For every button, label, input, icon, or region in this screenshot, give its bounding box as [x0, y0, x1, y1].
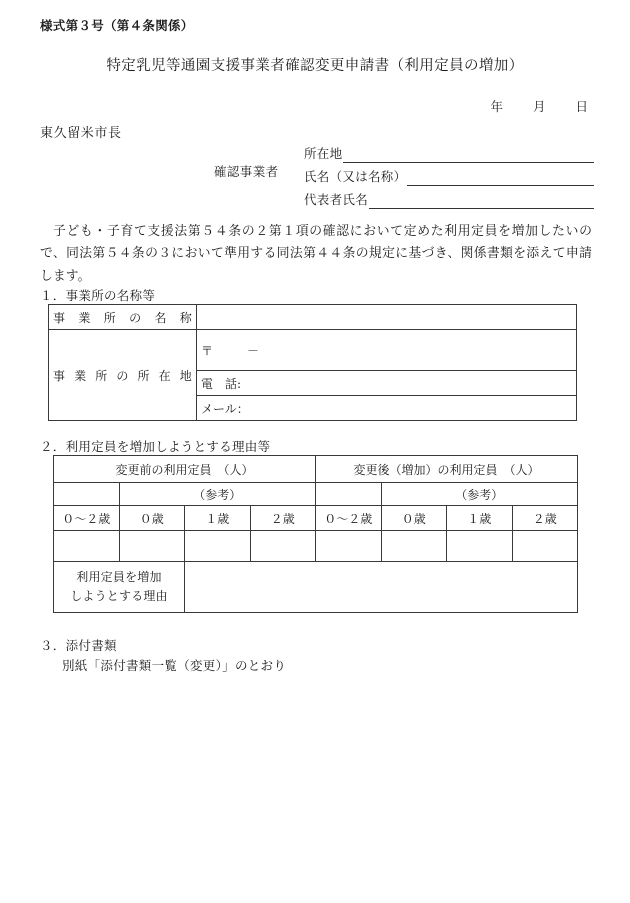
- section3-heading: ３．添付書類: [40, 638, 117, 653]
- applicant-fields: [304, 140, 594, 209]
- office-name-label: 事業所の名称: [49, 305, 197, 330]
- applicant-name-input[interactable]: [407, 169, 594, 186]
- capacity-age-col-0-before: ０歳: [119, 506, 185, 531]
- table-row: [54, 531, 578, 562]
- capacity-group-before: 変更前の利用定員 （人）: [54, 456, 316, 483]
- office-address-label: 事業所の所在地: [49, 330, 197, 421]
- capacity-value-2-before[interactable]: [250, 531, 316, 562]
- capacity-ref-spacer-after: [316, 483, 382, 506]
- date-year-label: 年: [490, 99, 503, 114]
- postal-dash: －: [247, 343, 260, 358]
- form-number: 様式第３号（第４条関係）: [40, 18, 194, 33]
- capacity-value-0-after[interactable]: [381, 531, 447, 562]
- capacity-reference-after: （参考）: [381, 483, 578, 506]
- capacity-value-2-after[interactable]: [512, 531, 578, 562]
- office-postal-value[interactable]: [197, 330, 577, 371]
- capacity-age-col-2-before: ２歳: [250, 506, 316, 531]
- date-day-label: 日: [575, 99, 588, 114]
- applicant-label: 確認事業者: [214, 164, 279, 179]
- table-row: [49, 330, 577, 371]
- applicant-field-name: [304, 163, 594, 186]
- capacity-reason-label: [54, 562, 185, 613]
- applicant-field-address: [304, 140, 594, 163]
- office-tel-cell[interactable]: [197, 371, 577, 396]
- page-title: 特定乳児等通園支援事業者確認変更申請書（利用定員の増加）: [106, 58, 524, 74]
- table-row: [49, 305, 577, 330]
- section3-text: 別紙「添付書類一覧（変更）」のとおり: [62, 658, 287, 673]
- capacity-value-1-before[interactable]: [185, 531, 251, 562]
- capacity-value-0-2-before[interactable]: [54, 531, 120, 562]
- applicant-address-input[interactable]: [343, 146, 594, 163]
- applicant-representative-input[interactable]: [369, 192, 594, 209]
- office-info-table: [48, 304, 577, 421]
- date-line: [490, 97, 588, 115]
- capacity-ref-spacer-before: [54, 483, 120, 506]
- capacity-value-0-before[interactable]: [119, 531, 185, 562]
- capacity-reason-label-line2: しようとする理由: [70, 589, 168, 603]
- applicant-address-label: 所在地: [304, 146, 343, 161]
- date-month-label: 月: [532, 99, 546, 114]
- capacity-age-col-1-after: １歳: [447, 506, 513, 531]
- office-tel-label: 電 話:: [201, 376, 242, 391]
- postal-mark-icon: 〒: [201, 343, 214, 358]
- addressee: 東久留米市長: [40, 126, 122, 141]
- section1-heading: １．事業所の名称等: [40, 288, 156, 303]
- office-mail-cell[interactable]: [197, 396, 577, 421]
- office-mail-label: メール：: [201, 401, 249, 416]
- capacity-reference-before: （参考）: [119, 483, 316, 506]
- office-name-value[interactable]: [197, 305, 577, 330]
- capacity-age-col-1-before: １歳: [185, 506, 251, 531]
- table-row: [54, 562, 578, 613]
- capacity-reason-label-line1: 利用定員を増加: [76, 570, 162, 585]
- capacity-table: [53, 455, 578, 613]
- capacity-age-col-0-after: ０歳: [381, 506, 447, 531]
- capacity-value-0-2-after[interactable]: [316, 531, 382, 562]
- capacity-value-1-after[interactable]: [447, 531, 513, 562]
- applicant-field-representative: [304, 186, 594, 209]
- capacity-age-col-2-after: ２歳: [512, 506, 578, 531]
- capacity-group-after: 変更後（増加）の利用定員 （人）: [316, 456, 578, 483]
- table-row: [54, 483, 578, 506]
- table-row: [54, 456, 578, 483]
- capacity-reason-value[interactable]: [185, 562, 578, 613]
- capacity-age-col-0-2-before: ０〜２歳: [54, 506, 120, 531]
- applicant-representative-label: 代表者氏名: [304, 192, 369, 207]
- capacity-age-col-0-2-after: ０〜２歳: [316, 506, 382, 531]
- applicant-name-label: 氏名（又は名称）: [304, 169, 407, 184]
- table-row: [54, 506, 578, 531]
- section2-heading: ２．利用定員を増加しようとする理由等: [40, 439, 271, 454]
- body-paragraph: 子ども・子育て支援法第５４条の２第１項の確認において定めた利用定員を増加したいので、同法第５４条の３において準用する同法第４４条の規定に基づき、関係書類を添えて申請します。: [40, 224, 592, 284]
